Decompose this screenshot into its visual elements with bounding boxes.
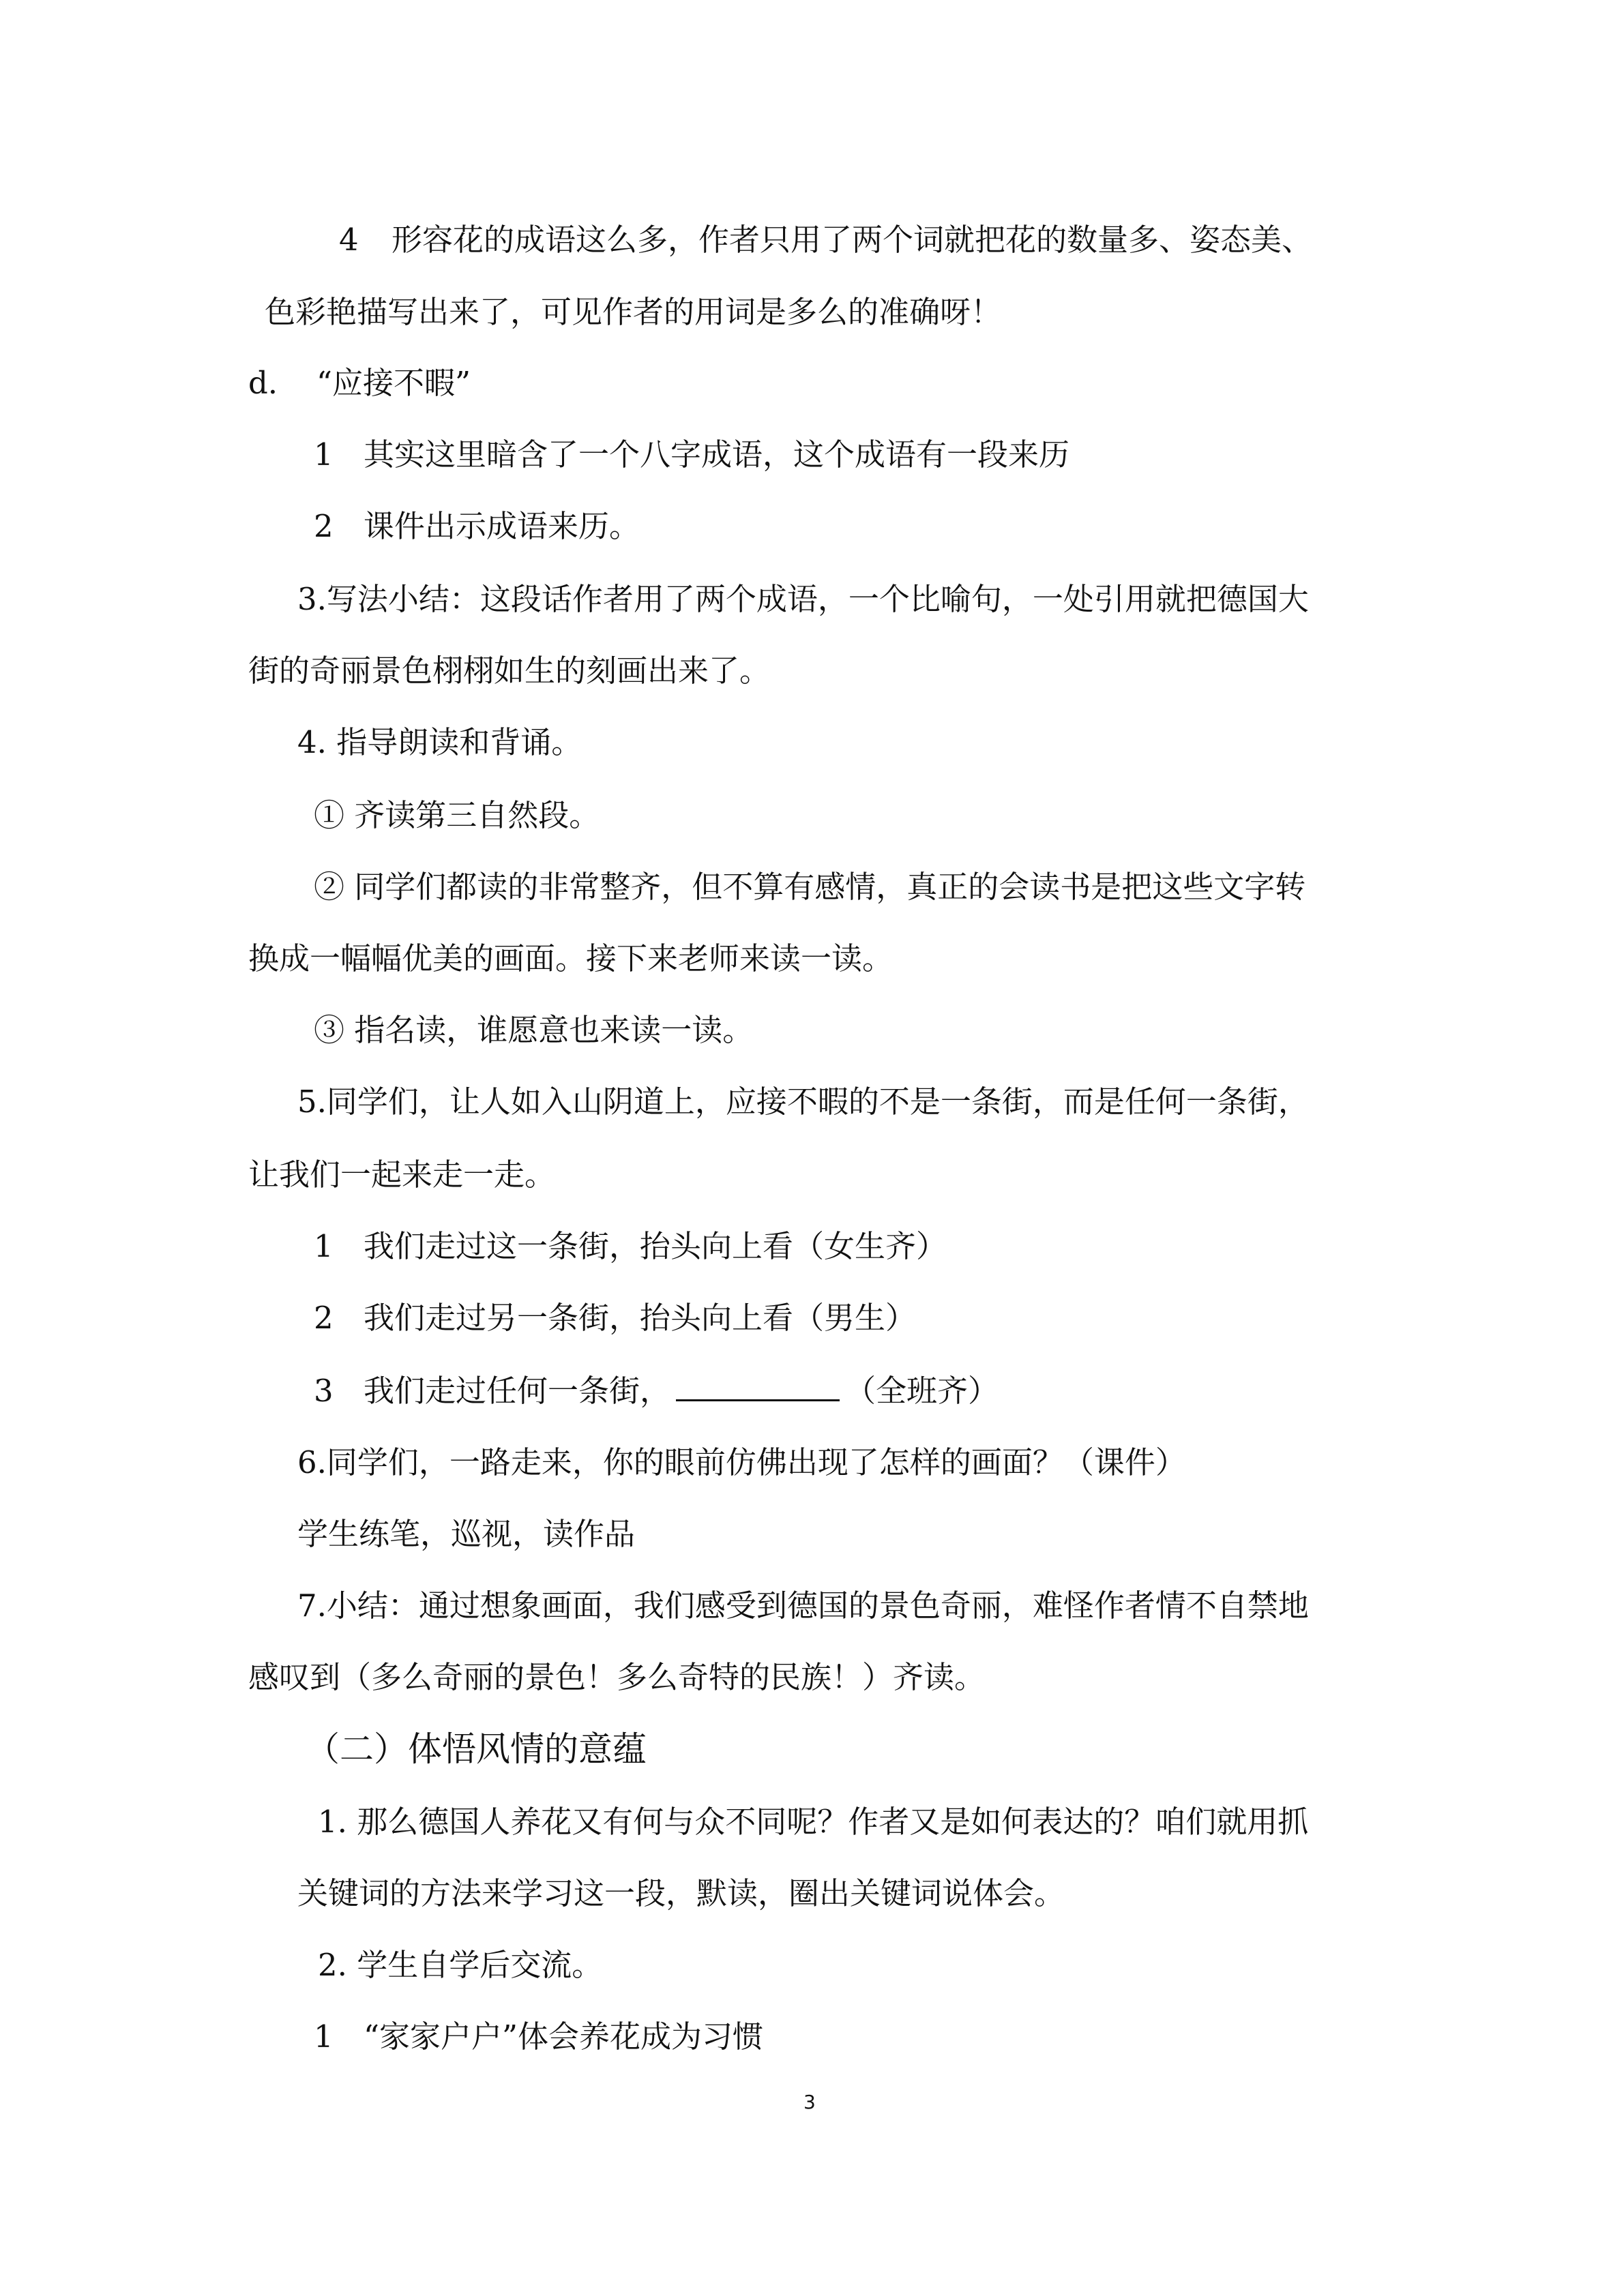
text-line (248, 1154, 555, 1195)
text-line (297, 1585, 1309, 1626)
line-text: 我们走过这一条街，抬头向上看（女生齐） (364, 1228, 947, 1264)
heading-text: （二）体悟风情的意蕴 (306, 1729, 647, 1769)
list-number: 2 (314, 1300, 334, 1336)
text-line (314, 2016, 763, 2057)
line-text: 关键词的方法来学习这一段，默读，圈出关键词说体会。 (297, 1875, 1065, 1911)
text-line (314, 1010, 753, 1051)
text-line (248, 363, 471, 404)
line-text: ① 齐读第三自然段。 (314, 797, 600, 833)
line-text: 4. 指导朗读和背诵。 (297, 724, 582, 760)
text-line (314, 1226, 947, 1267)
list-number: 1 (314, 1228, 334, 1264)
fill-in-blank (676, 1369, 840, 1401)
text-line (339, 220, 1312, 260)
list-number: 4 (339, 222, 359, 258)
text-line (297, 579, 1309, 620)
line-text: 感叹到（多么奇丽的景色！多么奇特的民族！）齐读。 (248, 1659, 986, 1695)
text-line (314, 867, 1305, 908)
line-text: ③ 指名读，谁愿意也来读一读。 (314, 1012, 754, 1048)
list-number: 1 (314, 436, 334, 473)
line-text: 我们走过任何一条街， (364, 1373, 671, 1409)
text-line (318, 1945, 602, 1986)
text-line (297, 722, 582, 763)
line-text: “家家户户”体会养花成为习惯 (364, 2018, 764, 2055)
line-text: 其实这里暗含了一个八字成语，这个成语有一段来历 (364, 436, 1070, 473)
text-line (248, 1657, 985, 1698)
line-text: 街的奇丽景色栩栩如生的刻画出来了。 (248, 653, 771, 689)
text-line (297, 1442, 1186, 1483)
line-text: 我们走过另一条街，抬头向上看（男生） (364, 1300, 917, 1336)
line-text: 色彩艳描写出来了，可见作者的用词是多么的准确呀！ (265, 294, 1002, 330)
text-line (314, 434, 1069, 475)
line-text: “应接不暇” (316, 365, 471, 401)
text-line (318, 1802, 1308, 1843)
list-number: 2 (314, 508, 334, 544)
line-text-after: （全班齐） (845, 1373, 999, 1409)
text-line (248, 651, 770, 691)
text-line (297, 1082, 1309, 1122)
line-text: 让我们一起来走一走。 (248, 1157, 556, 1193)
list-number: d. (248, 365, 278, 401)
text-line (314, 1369, 999, 1412)
line-text: 1. 那么德国人养花又有何与众不同呢？作者又是如何表达的？咱们就用抓 (318, 1804, 1309, 1840)
text-line (248, 938, 893, 979)
page-number: 3 (803, 2091, 816, 2113)
line-text: 3.写法小结：这段话作者用了两个成语，一个比喻句，一处引用就把德国大 (297, 581, 1309, 617)
text-line (297, 1514, 635, 1555)
section-heading (306, 1729, 647, 1770)
line-text: 学生练笔，巡视，读作品 (297, 1516, 636, 1552)
text-line (314, 506, 640, 547)
line-text: 7.小结：通过想象画面，我们感受到德国的景色奇丽，难怪作者情不自禁地 (297, 1587, 1309, 1624)
text-line (265, 292, 1001, 333)
line-text: 6.同学们，一路走来，你的眼前仿佛出现了怎样的画面？（课件） (297, 1444, 1186, 1480)
line-text: ② 同学们都读的非常整齐，但不算有感情，真正的会读书是把这些文字转 (314, 869, 1306, 905)
line-text: 形容花的成语这么多，作者只用了两个词就把花的数量多、姿态美、 (392, 222, 1313, 258)
line-text: 换成一幅幅优美的画面。接下来老师来读一读。 (248, 940, 894, 976)
text-line (314, 1298, 916, 1339)
line-text: 2. 学生自学后交流。 (318, 1947, 603, 1983)
text-line (314, 795, 600, 836)
line-text: 5.同学们，让人如入山阴道上，应接不暇的不是一条街，而是任何一条街， (297, 1084, 1309, 1120)
line-text: 课件出示成语来历。 (364, 508, 640, 544)
text-line (297, 1873, 1065, 1914)
list-number: 1 (314, 2018, 334, 2055)
list-number: 3 (314, 1373, 334, 1409)
